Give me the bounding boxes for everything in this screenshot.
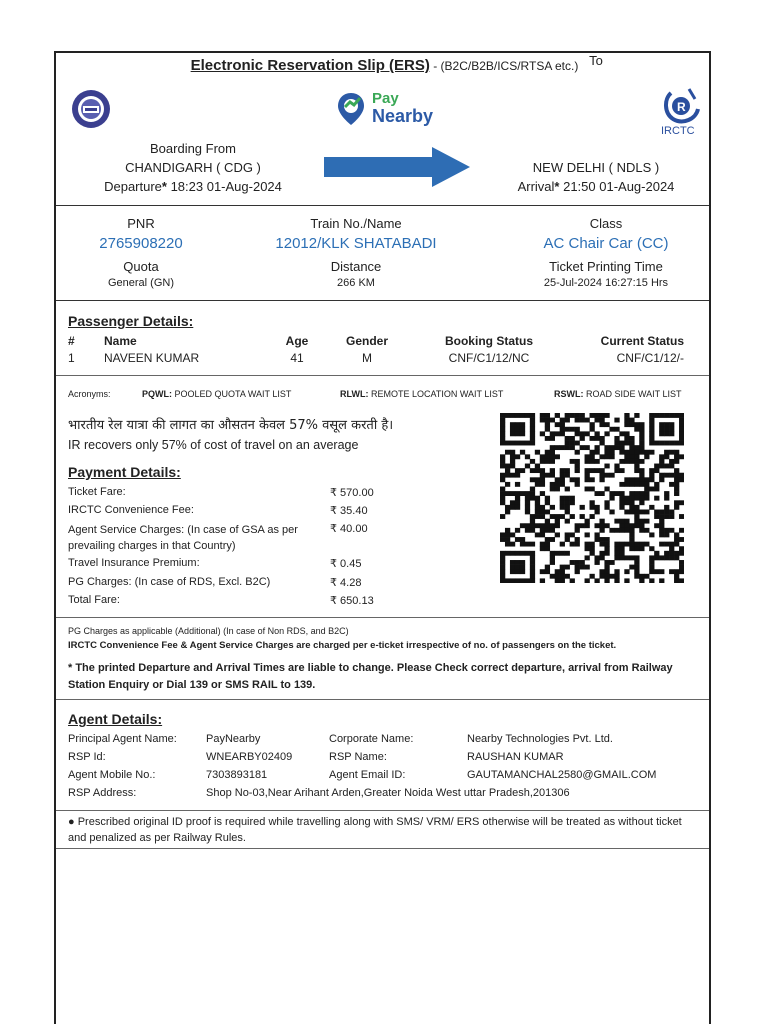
payment-value: ₹ 4.28	[330, 577, 362, 589]
print-time-value: 25-Jul-2024 16:27:15 Hrs	[543, 277, 669, 289]
col-name: Name	[104, 334, 137, 348]
time-note: * The printed Departure and Arrival Times are liable to change. Please Check correct departure, arrival from Railway Station Enquiry or Dial 139 or SMS RAIL to 139.	[68, 662, 673, 691]
departure-time	[73, 179, 313, 194]
agent-email-label: Agent Email ID:	[329, 769, 406, 781]
payment-value: ₹ 35.40	[330, 505, 368, 517]
pg-note: PG Charges as applicable (Additional) (In case of Non RDS, and B2C)	[68, 626, 349, 636]
rsp-id-value: WNEARBY02409	[206, 751, 293, 763]
acronyms-label: Acronyms:	[68, 389, 111, 399]
cost-note-english: IR recovers only 57% of cost of travel on an average	[68, 438, 359, 452]
boarding-station: CHANDIGARH ( CDG )	[125, 160, 261, 175]
svg-text:R: R	[677, 100, 686, 114]
distance-value: 266 KM	[337, 277, 375, 289]
col-no: #	[68, 334, 75, 348]
col-booking-status: Booking Status	[444, 334, 533, 348]
divider	[56, 375, 709, 376]
indian-railways-logo-icon	[68, 89, 114, 129]
boarding-from-label: Boarding From	[150, 141, 236, 156]
title-subtitle: - (B2C/B2B/ICS/RTSA etc.)	[429, 59, 579, 73]
ers-slip	[54, 51, 711, 1024]
arrival-star: *	[554, 179, 560, 194]
row-current-status: CNF/C1/12/-	[616, 351, 684, 365]
cost-note-hindi: भारतीय रेल यात्रा की लागत का औसतन केवल 57% वसूल करती है।	[68, 418, 394, 433]
pnr-label: PNR	[127, 216, 155, 231]
journey-arrow-icon	[324, 145, 472, 189]
print-time-label: Ticket Printing Time	[549, 259, 663, 274]
payment-label: Total Fare:	[68, 594, 120, 606]
paynearby-logo	[336, 89, 446, 131]
class-label: Class	[589, 216, 623, 231]
col-current-status: Current Status	[600, 334, 684, 348]
col-age: Age	[285, 334, 309, 348]
payment-value: ₹ 0.45	[330, 558, 362, 570]
irctc-label: IRCTC	[661, 125, 695, 137]
col-gender: Gender	[345, 334, 388, 348]
divider	[56, 617, 709, 618]
fee-note: IRCTC Convenience Fee & Agent Service Charges are charged per e-ticket irrespective of no. of passengers on the ticket.	[68, 640, 617, 651]
payment-label: Ticket Fare:	[68, 486, 126, 498]
rsp-name-label: RSP Name:	[329, 751, 387, 763]
qr-code-icon	[500, 413, 684, 583]
divider	[56, 810, 709, 811]
qr-code	[500, 413, 684, 583]
payment-value: ₹ 650.13	[330, 595, 374, 607]
principal-agent-value: PayNearby	[206, 733, 261, 745]
agent-mobile-label: Agent Mobile No.:	[68, 769, 156, 781]
to-station: NEW DELHI ( NDLS )	[532, 160, 660, 175]
arrival-time	[486, 179, 706, 194]
quota-label: Quota	[123, 259, 159, 274]
rsp-address-value: Shop No-03,Near Arihant Arden,Greater Noida West uttar Pradesh,201306	[206, 787, 570, 799]
title-main: Electronic Reservation Slip (ERS)	[190, 57, 430, 74]
quota-value: General (GN)	[107, 277, 175, 289]
corporate-name-value: Nearby Technologies Pvt. Ltd.	[467, 733, 613, 745]
payment-label: IRCTC Convenience Fee:	[68, 504, 194, 516]
row-gender: M	[362, 351, 372, 365]
payment-label: Agent Service Charges: (In case of GSA as per prevailing charges in that Country)	[68, 524, 298, 552]
rsp-name-value: RAUSHAN KUMAR	[467, 751, 564, 763]
divider	[56, 699, 709, 700]
class-value: AC Chair Car (CC)	[543, 235, 669, 252]
departure-star: *	[161, 179, 167, 194]
row-no: 1	[68, 351, 75, 365]
rsp-id-label: RSP Id:	[68, 751, 106, 763]
corporate-name-label: Corporate Name:	[329, 733, 414, 745]
train-label: Train No./Name	[310, 216, 402, 231]
row-booking-status: CNF/C1/12/NC	[448, 351, 530, 365]
payment-label: Travel Insurance Premium:	[68, 557, 200, 569]
irctc-logo	[659, 85, 705, 141]
distance-label: Distance	[330, 259, 382, 274]
divider	[56, 300, 709, 301]
irctc-emblem-icon	[661, 85, 701, 125]
acronym-rlwl: RLWL: REMOTE LOCATION WAIT LIST	[340, 389, 504, 399]
acronym-pqwl: PQWL: POOLED QUOTA WAIT LIST	[142, 389, 292, 399]
arrival-label: Arrival	[517, 179, 555, 194]
agent-heading: Agent Details:	[68, 711, 163, 727]
departure-label: Departure	[104, 179, 162, 194]
acronym-rswl: RSWL: ROAD SIDE WAIT LIST	[554, 389, 682, 399]
brand-nearby: Nearby	[372, 106, 434, 126]
passenger-heading: Passenger Details:	[68, 313, 194, 329]
payment-value: ₹ 570.00	[330, 487, 374, 499]
principal-agent-label: Principal Agent Name:	[68, 733, 177, 745]
train-value: 12012/KLK SHATABADI	[275, 235, 437, 252]
paynearby-pin-icon	[336, 91, 366, 127]
payment-label: PG Charges: (In case of RDS, Excl. B2C)	[68, 576, 271, 588]
agent-email-value: GAUTAMANCHAL2580@GMAIL.COM	[467, 769, 657, 781]
arrival-value: 21:50 01-Aug-2024	[559, 179, 675, 194]
divider	[56, 205, 709, 206]
brand-pay: Pay	[372, 90, 399, 107]
agent-mobile-value: 7303893181	[206, 769, 268, 781]
to-label: To	[589, 53, 603, 68]
id-proof-note: ● Prescribed original ID proof is required while travelling along with SMS/ VRM/ ERS otherwise will be treated as without ticket and penalized as per Railway Rules.	[68, 816, 682, 844]
rsp-address-label: RSP Address:	[68, 787, 137, 799]
divider	[56, 848, 709, 849]
payment-heading: Payment Details:	[68, 464, 181, 480]
row-age: 41	[290, 351, 304, 365]
row-name: NAVEEN KUMAR	[104, 351, 200, 365]
pnr-value: 2765908220	[99, 235, 183, 252]
payment-value: ₹ 40.00	[330, 523, 368, 535]
departure-value: 18:23 01-Aug-2024	[166, 179, 282, 194]
